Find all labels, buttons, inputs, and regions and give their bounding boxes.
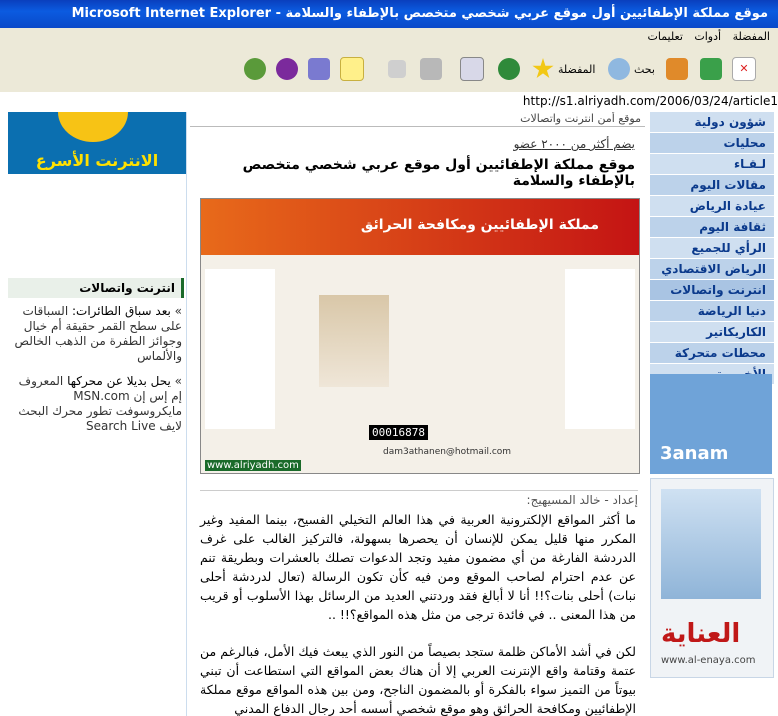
nav-item-sports[interactable]: دنيا الرياضة xyxy=(650,301,774,322)
article-subtitle: يضم أكثر من ٢٠٠٠ عضو xyxy=(513,137,635,151)
paragraph: لكن في أشد الأماكن ظلمة ستجد بصيصاً من النور الذي يبعث فيك الأمل، فبالرغم من عتمة وقتامة واقع الإنترنت العربي إلا أن هناك بعض المواقع التي استطاعت أن تبني بيوتاً من التميز سواء بالفكرة أو بالمضمون الناجح، ومن بين هذه المواقع موقع مملكة الإطفائيين ومكافحة الحرائق وهو موقع شخصي أسسه أحد رجال الدفاع المدني xyxy=(200,644,636,716)
nav-item-local[interactable]: محليات xyxy=(650,133,774,154)
ad2-logo: العناية xyxy=(661,619,741,649)
nav-item-clinic[interactable]: عيادة الرياض xyxy=(650,196,774,217)
home-icon xyxy=(666,58,688,80)
note-icon xyxy=(340,57,364,81)
smiley-icon xyxy=(58,112,128,142)
edit-icon xyxy=(388,60,406,78)
search-label: بحث xyxy=(634,62,655,76)
image-banner-text: مملكة الإطفائيين ومكافحة الحرائق xyxy=(360,217,599,233)
window-title: موقع مملكة الإطفائيين أول موقع عربي شخصي متخصص بالإطفاء والسلامة - Microsoft Internet Explorer xyxy=(71,6,768,21)
media-icon xyxy=(498,58,520,80)
messenger-icon xyxy=(244,58,266,80)
byline: إعداد - خالد المسيهيج: xyxy=(200,490,638,507)
edit-button[interactable] xyxy=(388,56,406,82)
ad1-text: 3anam xyxy=(660,443,729,464)
address-url[interactable]: http://s1.alriyadh.com/2006/03/24/article1 xyxy=(522,94,778,108)
media-button[interactable] xyxy=(498,56,520,82)
search-button[interactable] xyxy=(608,56,655,82)
home-button[interactable] xyxy=(666,56,688,82)
nav-item-interview[interactable]: لـقـاء xyxy=(650,154,774,175)
stop-icon: ✕ xyxy=(732,57,756,81)
ad2-site: www.al-enaya.com xyxy=(661,655,756,666)
internet-banner-ad[interactable] xyxy=(8,112,186,174)
menu-favorites[interactable]: المفضلة xyxy=(732,30,770,43)
toolbar xyxy=(0,46,778,93)
nav-item-international[interactable]: شؤون دولية xyxy=(650,112,774,133)
refresh-icon xyxy=(700,58,722,80)
paragraph: ما أكثر المواقع الإلكترونية العربية في هذا العالم التخيلي الفسيح، بينما المفيد وغير المكرر منها قليل يمكن للإنسان أن يحصرها بسهولة، فالتركيز الغالب على غرف الدردشة الفارغة من أي مضمون مفيد وتجد الدعوات تصلك بالعشرات وبطريقة تنم عن عدم احترام لصاحب الموقع ومن فيه كأن تكون الرسالة (تعال لدردشة أحلى نبات) أحلى بنات؟!! أنا لا أبالغ فقد وردتني العديد من الرسائل بهذا الأسلوب أو قريب من هذا المعنى .. في فائدة ترجى من مثل هذه المواقع؟!! .. xyxy=(200,512,636,622)
research-button[interactable] xyxy=(308,56,330,82)
image-banner xyxy=(201,199,639,255)
article-body xyxy=(200,510,636,716)
menu-help[interactable]: تعليمات xyxy=(647,30,683,43)
article-headline: موقع مملكة الإطفائيين أول موقع عربي شخصي متخصص بالإطفاء والسلامة xyxy=(242,157,635,189)
research-icon xyxy=(308,58,330,80)
section-nav xyxy=(650,112,774,385)
nav-item-economy[interactable]: الرياض الاقتصادي xyxy=(650,259,774,280)
image-left-menu xyxy=(205,269,275,429)
ad2-photo xyxy=(661,489,761,599)
news-item[interactable] xyxy=(10,374,182,434)
favorites-label: المفضلة xyxy=(558,62,596,76)
visit-counter: 00016878 xyxy=(369,425,428,440)
search-icon xyxy=(608,58,630,80)
news-text: السباقات على سطح القمر حقيقة أم خيال وجوائز الطفرة من الذهب الخالص والألماس xyxy=(14,304,182,363)
section-title: انترنت واتصالات xyxy=(8,278,184,298)
article xyxy=(190,112,645,716)
image-right-menu xyxy=(565,269,635,429)
window-titlebar xyxy=(0,0,778,28)
mail-button[interactable] xyxy=(460,56,484,82)
address-bar[interactable] xyxy=(0,92,778,113)
menu-bar xyxy=(0,28,778,46)
news-text: المعروف إم إس إن MSN.com مايكروسوفت تطور محرك البحث لايف Search Live xyxy=(18,374,182,433)
left-column xyxy=(0,112,187,716)
nav-item-caricature[interactable]: الكاريكاتير xyxy=(650,322,774,343)
bullet-icon: » xyxy=(174,374,182,388)
print-button[interactable] xyxy=(420,56,442,82)
breadcrumb: موقع أمن انترنت واتصالات xyxy=(190,112,645,127)
nav-item-culture[interactable]: ثقافة اليوم xyxy=(650,217,774,238)
discuss-button[interactable] xyxy=(340,56,364,82)
page-content xyxy=(0,112,778,716)
refresh-button[interactable] xyxy=(700,56,722,82)
star-icon xyxy=(532,58,554,80)
image-email: dam3athanen@hotmail.com xyxy=(383,447,512,457)
menu-tools[interactable]: أدوات xyxy=(694,30,722,43)
yahoo-icon xyxy=(276,58,298,80)
nav-item-articles[interactable]: مقالات اليوم xyxy=(650,175,774,196)
article-image xyxy=(200,198,640,474)
mail-icon xyxy=(460,57,484,81)
nav-item-stations[interactable]: محطات متحركة xyxy=(650,343,774,364)
nav-item-internet[interactable]: انترنت واتصالات xyxy=(650,280,774,301)
stop-button[interactable] xyxy=(732,56,756,82)
favorites-button[interactable] xyxy=(532,56,595,82)
portrait-photo xyxy=(319,295,389,387)
3anam-ad[interactable] xyxy=(650,374,772,474)
messenger-button[interactable] xyxy=(244,56,266,82)
news-lead: يحل بديلا عن محركها xyxy=(67,374,171,388)
printer-icon xyxy=(420,58,442,80)
image-site: www.alriyadh.com xyxy=(207,460,299,471)
yahoo-button[interactable] xyxy=(276,56,298,82)
banner-text: الانترنت الأسرع xyxy=(35,151,159,170)
bullet-icon: » xyxy=(174,304,182,318)
news-item[interactable] xyxy=(10,304,182,364)
al-enaya-ad[interactable] xyxy=(650,478,774,678)
nav-item-opinion[interactable]: الرأي للجميع xyxy=(650,238,774,259)
news-lead: بعد سباق الطائرات: xyxy=(72,304,171,318)
